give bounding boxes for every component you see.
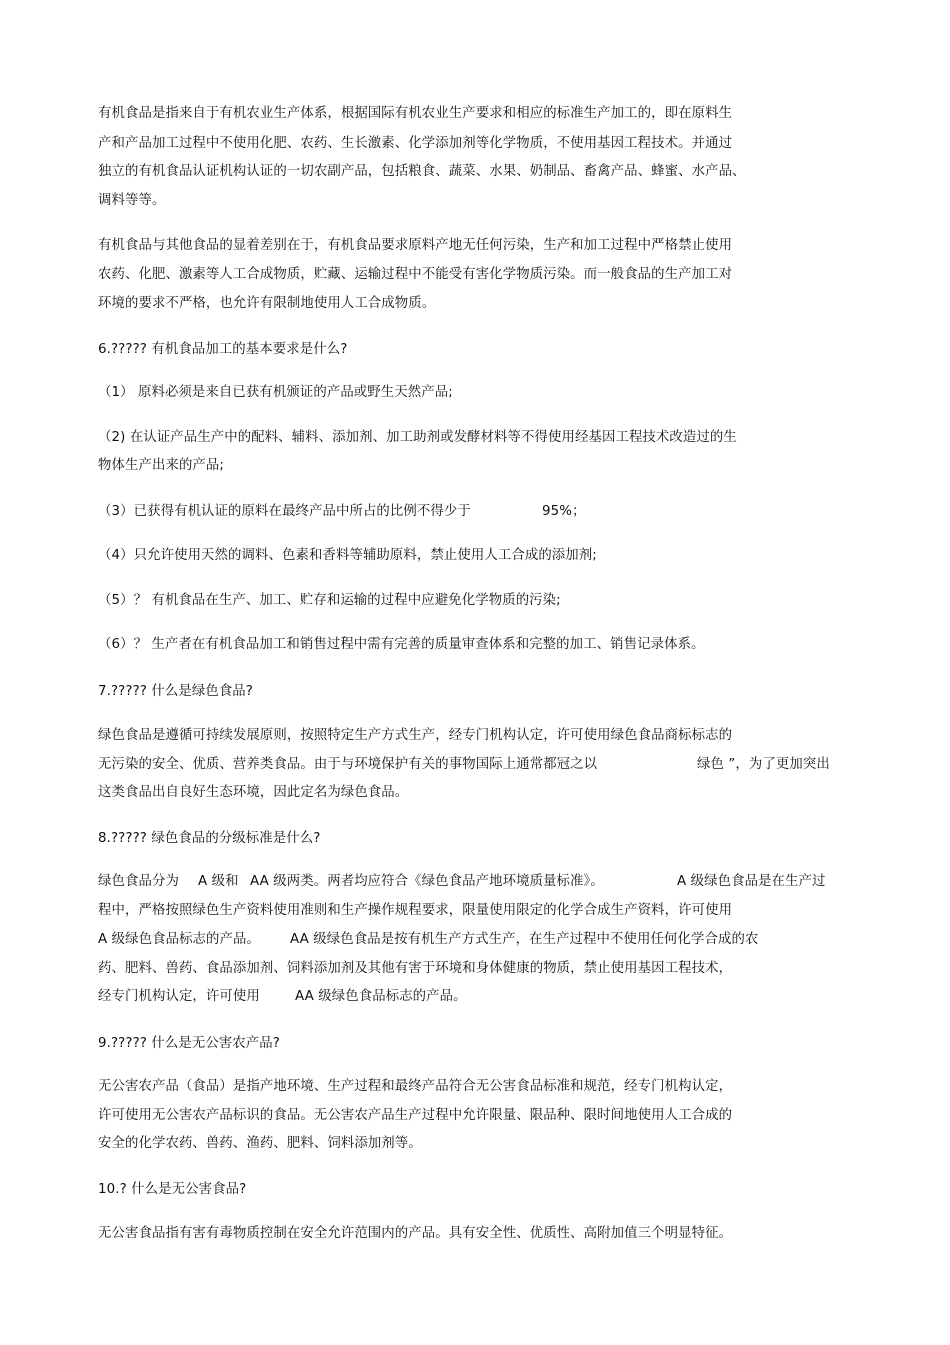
section-heading: 9.????? 什么是无公害农产品? xyxy=(98,1036,280,1051)
section-heading: 8.????? 绿色食品的分级标准是什么? xyxy=(98,831,321,846)
paragraph-line: 许可使用无公害农产品标识的食品。无公害农产品生产过程中允许限量、限品种、限时间地使用人工合成的 xyxy=(98,1108,733,1123)
text-segment: AA 级绿色食品标志的产品。 xyxy=(295,989,467,1004)
text-segment: 绿色食品分为 xyxy=(98,874,179,889)
text-segment: （3）已获得有机认证的原料在最终产品中所占的比例不得少于 xyxy=(98,504,471,519)
text-segment: 无污染的安全、优质、营养类食品。由于与环境保护有关的事物国际上通常都冠之以 xyxy=(98,757,598,772)
paragraph-line: 调料等等。 xyxy=(98,193,166,208)
paragraph-line: 产和产品加工过程中不使用化肥、农药、生长激素、化学添加剂等化学物质，不使用基因工程技术。并通过 xyxy=(98,136,733,151)
text-segment: 绿色 ”，为了更加突出 xyxy=(697,757,830,772)
section-heading: 7.????? 什么是绿色食品? xyxy=(98,684,254,699)
paragraph-line: 有机食品是指来自于有机农业生产体系，根据国际有机农业生产要求和相应的标准生产加工的，即在原料生 xyxy=(98,106,733,121)
text-segment: A 级绿色食品是在生产过 xyxy=(677,874,826,889)
text-segment: A 级绿色食品标志的产品。 xyxy=(98,932,261,947)
list-item: （2) 在认证产品生产中的配料、辅料、添加剂、加工助剂或发酵材料等不得使用经基因工程技术改造过的生 xyxy=(98,430,737,445)
list-item: （1） 原料必须是来自已获有机颁证的产品或野生天然产品; xyxy=(98,385,453,400)
paragraph-line: 环境的要求不严格，也允许有限制地使用人工合成物质。 xyxy=(98,296,436,311)
text-segment: 经专门机构认定，许可使用 xyxy=(98,989,260,1004)
list-item: （4）只允许使用天然的调料、色素和香料等辅助原料，禁止使用人工合成的添加剂; xyxy=(98,548,597,563)
section-heading: 10.? 什么是无公害食品? xyxy=(98,1182,247,1197)
paragraph-line: 农药、化肥、激素等人工合成物质，贮藏、运输过程中不能受有害化学物质污染。而一般食品的生产加工对 xyxy=(98,267,733,282)
text-segment: A 级和 xyxy=(198,874,239,889)
text-segment: AA 级两类。两者均应符合《绿色食品产地环境质量标准》。 xyxy=(250,874,604,889)
text-segment: 95%； xyxy=(542,504,586,519)
text-segment: AA 级绿色食品是按有机生产方式生产，在生产过程中不使用任何化学合成的农 xyxy=(290,932,759,947)
paragraph-line: 这类食品出自良好生态环境，因此定名为绿色食品。 xyxy=(98,785,409,800)
paragraph-line: 安全的化学农药、兽药、渔药、肥料、饲料添加剂等。 xyxy=(98,1136,422,1151)
list-item: （5）？ 有机食品在生产、加工、贮存和运输的过程中应避免化学物质的污染; xyxy=(98,593,561,608)
paragraph-line: 无公害农产品（食品）是指产地环境、生产过程和最终产品符合无公害食品标准和规范，经专门机构认定， xyxy=(98,1079,733,1094)
paragraph-line: 药、肥料、兽药、食品添加剂、饲料添加剂及其他有害于环境和身体健康的物质，禁止使用基因工程技术， xyxy=(98,961,733,976)
list-item: （6）？ 生产者在有机食品加工和销售过程中需有完善的质量审查体系和完整的加工、销售记录体系。 xyxy=(98,637,705,652)
paragraph-line: 程中，严格按照绿色生产资料使用准则和生产操作规程要求，限量使用限定的化学合成生产资料，许可使用 xyxy=(98,903,733,918)
paragraph-line: 无公害食品指有害有毒物质控制在安全允许范围内的产品。具有安全性、优质性、高附加值三个明显特征。 xyxy=(98,1226,733,1241)
section-heading: 6.????? 有机食品加工的基本要求是什么? xyxy=(98,342,348,357)
paragraph-line: 独立的有机食品认证机构认证的一切农副产品，包括粮食、蔬菜、水果、奶制品、畜禽产品、蜂蜜、水产品、 xyxy=(98,164,746,179)
list-item: 物体生产出来的产品; xyxy=(98,458,225,473)
paragraph-line: 有机食品与其他食品的显着差别在于，有机食品要求原料产地无任何污染，生产和加工过程中严格禁止使用 xyxy=(98,238,733,253)
paragraph-line: 绿色食品是遵循可持续发展原则，按照特定生产方式生产，经专门机构认定，许可使用绿色食品商标标志的 xyxy=(98,728,733,743)
